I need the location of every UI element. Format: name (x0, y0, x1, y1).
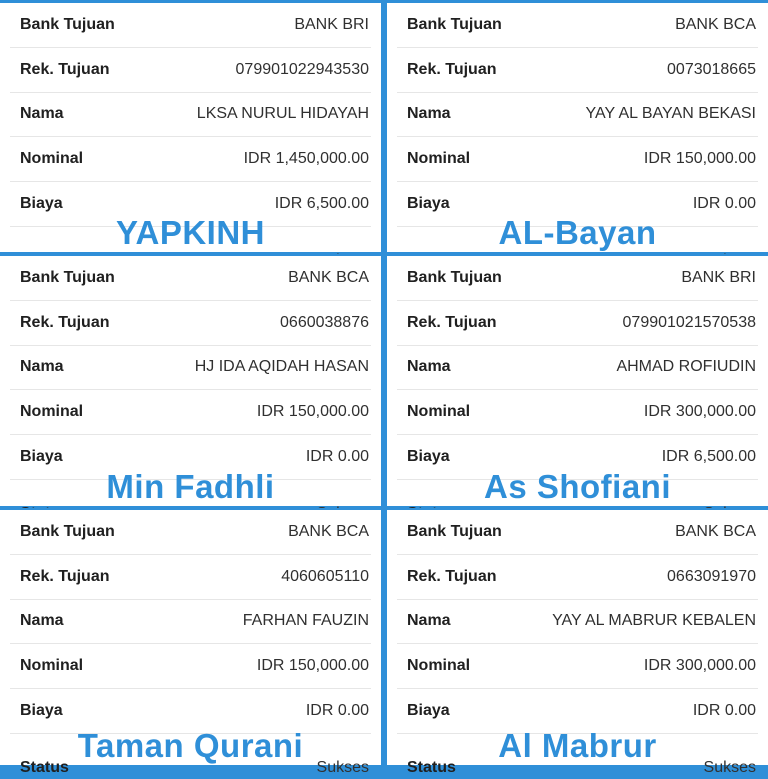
row-bank-tujuan (10, 3, 371, 48)
value-status: Sukses (703, 758, 756, 776)
row-nominal (10, 390, 371, 435)
row-rek-tujuan (397, 301, 758, 346)
label-biaya: Biaya (20, 195, 63, 213)
row-nama (397, 600, 758, 645)
label-nominal: Nominal (20, 150, 84, 168)
overlay-caption: As Shofiani (483, 468, 672, 505)
value-nama: YAY AL MABRUR KEBALEN (552, 612, 756, 630)
row-biaya (397, 689, 758, 734)
value-nama: AHMAD ROFIUDIN (616, 358, 756, 376)
label-nama: Nama (407, 358, 451, 376)
label-nominal: Nominal (20, 403, 84, 421)
label-status: Status (407, 758, 456, 776)
value-bank-tujuan: BANK BCA (675, 522, 756, 540)
row-rek-tujuan (10, 555, 371, 600)
value-bank-tujuan: BANK BRI (294, 15, 369, 33)
row-nama (10, 346, 371, 391)
value-bank-tujuan: BANK BCA (288, 268, 369, 286)
row-nominal (397, 137, 758, 182)
value-nominal: IDR 1,450,000.00 (243, 150, 369, 168)
value-nama: LKSA NURUL HIDAYAH (196, 105, 369, 123)
overlay-caption: YAPKINH (116, 214, 265, 251)
label-biaya: Biaya (20, 448, 63, 466)
label-biaya: Biaya (407, 448, 450, 466)
label-nama: Nama (407, 612, 451, 630)
label-status: Status (20, 758, 69, 776)
row-biaya (10, 689, 371, 734)
receipt-panel-1 (0, 0, 384, 254)
value-nominal: IDR 300,000.00 (643, 657, 756, 675)
row-bank-tujuan (397, 3, 758, 48)
overlay-caption: Taman Qurani (77, 727, 304, 764)
row-nama (10, 600, 371, 645)
value-nominal: IDR 150,000.00 (256, 657, 369, 675)
row-bank-tujuan (10, 256, 371, 301)
value-nama: YAY AL BAYAN BEKASI (585, 105, 756, 123)
label-rek-tujuan: Rek. Tujuan (407, 60, 497, 78)
overlay-caption: Min Fadhli (106, 468, 275, 505)
value-rek-tujuan: 079901022943530 (235, 60, 369, 78)
row-biaya (10, 182, 371, 227)
label-rek-tujuan: Rek. Tujuan (407, 313, 497, 331)
label-rek-tujuan: Rek. Tujuan (20, 60, 110, 78)
value-status: Sukses (316, 758, 369, 776)
value-nama: FARHAN FAUZIN (242, 612, 369, 630)
row-status (10, 734, 371, 779)
receipt-panel-5 (0, 508, 384, 776)
overlay-caption: Al Mabrur (498, 727, 657, 764)
label-biaya: Biaya (407, 195, 450, 213)
value-rek-tujuan: 0073018665 (667, 60, 756, 78)
row-biaya (397, 182, 758, 227)
row-rek-tujuan (10, 301, 371, 346)
label-biaya: Biaya (20, 702, 63, 720)
receipt-panel-2 (384, 0, 768, 254)
value-biaya: IDR 0.00 (305, 702, 369, 720)
value-nominal: IDR 150,000.00 (643, 150, 756, 168)
overlay-caption: AL-Bayan (498, 214, 657, 251)
row-nominal (397, 644, 758, 689)
label-nama: Nama (20, 612, 64, 630)
row-rek-tujuan (397, 48, 758, 93)
label-bank-tujuan: Bank Tujuan (407, 268, 502, 286)
label-nama: Nama (20, 358, 64, 376)
label-rek-tujuan: Rek. Tujuan (407, 567, 497, 585)
row-nominal (10, 137, 371, 182)
value-biaya: IDR 6,500.00 (661, 448, 756, 466)
label-nominal: Nominal (407, 150, 471, 168)
value-rek-tujuan: 0660038876 (280, 313, 369, 331)
label-nama: Nama (20, 105, 64, 123)
value-biaya: IDR 0.00 (692, 702, 756, 720)
row-nama (397, 93, 758, 138)
value-biaya: IDR 0.00 (692, 195, 756, 213)
row-rek-tujuan (397, 555, 758, 600)
value-rek-tujuan: 0663091970 (667, 567, 756, 585)
value-bank-tujuan: BANK BRI (681, 268, 756, 286)
value-nominal: IDR 150,000.00 (256, 403, 369, 421)
receipt-panel-4 (384, 254, 768, 508)
value-biaya: IDR 0.00 (305, 448, 369, 466)
label-bank-tujuan: Bank Tujuan (20, 268, 115, 286)
row-biaya (397, 435, 758, 480)
label-bank-tujuan: Bank Tujuan (20, 15, 115, 33)
row-rek-tujuan (10, 48, 371, 93)
row-bank-tujuan (397, 510, 758, 555)
value-nominal: IDR 300,000.00 (643, 403, 756, 421)
label-nama: Nama (407, 105, 451, 123)
label-biaya: Biaya (407, 702, 450, 720)
row-status (397, 734, 758, 779)
row-nama (397, 346, 758, 391)
label-bank-tujuan: Bank Tujuan (407, 522, 502, 540)
row-biaya (10, 435, 371, 480)
label-nominal: Nominal (407, 657, 471, 675)
label-rek-tujuan: Rek. Tujuan (20, 567, 110, 585)
label-nominal: Nominal (20, 657, 84, 675)
value-nama: HJ IDA AQIDAH HASAN (194, 358, 369, 376)
label-rek-tujuan: Rek. Tujuan (20, 313, 110, 331)
row-bank-tujuan (397, 256, 758, 301)
value-bank-tujuan: BANK BCA (288, 522, 369, 540)
label-nominal: Nominal (407, 403, 471, 421)
row-nama (10, 93, 371, 138)
row-nominal (10, 644, 371, 689)
label-bank-tujuan: Bank Tujuan (407, 15, 502, 33)
value-rek-tujuan: 079901021570538 (622, 313, 756, 331)
receipt-panel-3 (0, 254, 384, 508)
value-biaya: IDR 6,500.00 (274, 195, 369, 213)
label-bank-tujuan: Bank Tujuan (20, 522, 115, 540)
value-bank-tujuan: BANK BCA (675, 15, 756, 33)
row-nominal (397, 390, 758, 435)
receipt-panel-6 (384, 508, 768, 776)
row-bank-tujuan (10, 510, 371, 555)
value-rek-tujuan: 4060605110 (281, 567, 369, 585)
